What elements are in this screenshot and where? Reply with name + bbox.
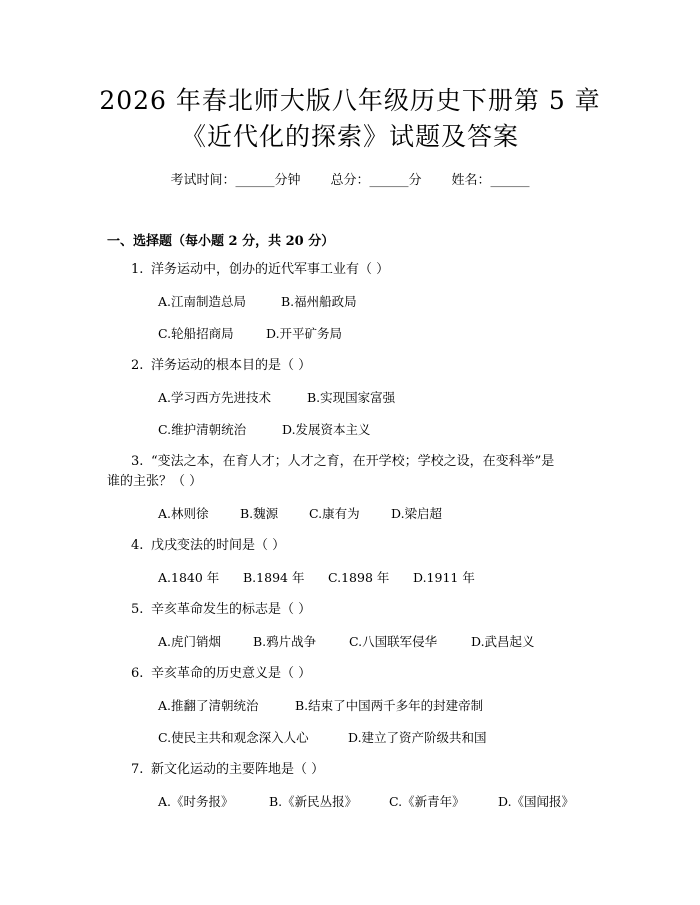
- option-c: C.八国联军侵华: [349, 634, 438, 649]
- option-b: B.魏源: [240, 506, 279, 521]
- exam-score-field: 总分：______分: [330, 173, 422, 188]
- exam-time-field: 考试时间：______分钟: [170, 173, 301, 188]
- question-text: 洋务运动的根本目的是（ ）: [151, 358, 312, 373]
- question-1-options-row1: [158, 293, 357, 311]
- question-text: 辛亥革命的历史意义是（ ）: [151, 666, 312, 681]
- option-c: C.轮船招商局: [158, 326, 234, 341]
- question-2-options-row1: [158, 389, 395, 407]
- option-a: A.江南制造总局: [158, 294, 247, 309]
- option-c: C.1898 年: [328, 570, 390, 585]
- option-b: B.《新民丛报》: [269, 794, 358, 809]
- question-3-continued: 谁的主张？（ ）: [107, 474, 203, 489]
- question-3: [131, 453, 554, 471]
- option-d: D.发展资本主义: [282, 422, 371, 437]
- question-2: [131, 357, 311, 375]
- option-a: A.学习西方先进技术: [158, 390, 272, 405]
- exam-info-row: [0, 172, 700, 190]
- option-a: A.虎门销烟: [158, 634, 222, 649]
- question-2-options-row2: [158, 421, 371, 439]
- option-d: D.建立了资产阶级共和国: [348, 730, 487, 745]
- option-c: C.使民主共和观念深入人心: [158, 730, 309, 745]
- question-text: 洋务运动中，创办的近代军事工业有（ ）: [151, 262, 390, 277]
- option-b: B.鸦片战争: [253, 634, 317, 649]
- student-name-field: 姓名：______: [451, 173, 530, 188]
- option-d: D.1911 年: [413, 570, 475, 585]
- question-number: 7.: [131, 762, 144, 777]
- option-b: B.实现国家富强: [307, 390, 396, 405]
- option-b: B.结束了中国两千多年的封建帝制: [295, 698, 484, 713]
- exam-title-line2: 《近代化的探索》试题及答案: [180, 122, 519, 151]
- question-text: 戊戌变法的时间是（ ）: [151, 538, 286, 553]
- option-a: A.1840 年: [158, 570, 220, 585]
- question-4-options: [158, 569, 475, 587]
- option-d: D.梁启超: [391, 506, 443, 521]
- option-a: A.推翻了清朝统治: [158, 698, 259, 713]
- question-number: 2.: [131, 358, 144, 373]
- option-d: D.《国闻报》: [498, 794, 575, 809]
- question-number: 1.: [131, 262, 144, 277]
- option-c: C.《新青年》: [389, 794, 465, 809]
- option-b: B.福州船政局: [281, 294, 357, 309]
- option-c: C.康有为: [309, 506, 360, 521]
- exam-title-line1: 2026 年春北师大版八年级历史下册第 5 章: [99, 86, 601, 115]
- section-heading: 一、选择题（每小题 2 分，共 20 分）: [107, 234, 335, 249]
- question-5: [131, 601, 311, 619]
- question-3-options: [158, 505, 442, 523]
- question-number: 3.: [131, 454, 144, 469]
- question-text: 新文化运动的主要阵地是（ ）: [151, 762, 325, 777]
- question-7: [131, 761, 324, 779]
- question-number: 5.: [131, 602, 144, 617]
- question-5-options: [158, 633, 535, 651]
- option-d: D.开平矿务局: [266, 326, 343, 341]
- question-text: “变法之本，在育人才；人才之育，在开学校；学校之设，在变科举”是: [151, 454, 555, 469]
- option-c: C.维护清朝统治: [158, 422, 247, 437]
- question-1: [131, 261, 389, 279]
- option-b: B.1894 年: [243, 570, 305, 585]
- question-number: 4.: [131, 538, 144, 553]
- question-6-options-row1: [158, 697, 483, 715]
- option-a: A.林则徐: [158, 506, 209, 521]
- option-d: D.武昌起义: [471, 634, 535, 649]
- question-7-options: [158, 793, 574, 811]
- question-6-options-row2: [158, 729, 487, 747]
- question-text: 辛亥革命发生的标志是（ ）: [151, 602, 312, 617]
- question-4: [131, 537, 285, 555]
- option-a: A.《时务报》: [158, 794, 234, 809]
- question-1-options-row2: [158, 325, 342, 343]
- question-number: 6.: [131, 666, 144, 681]
- question-6: [131, 665, 311, 683]
